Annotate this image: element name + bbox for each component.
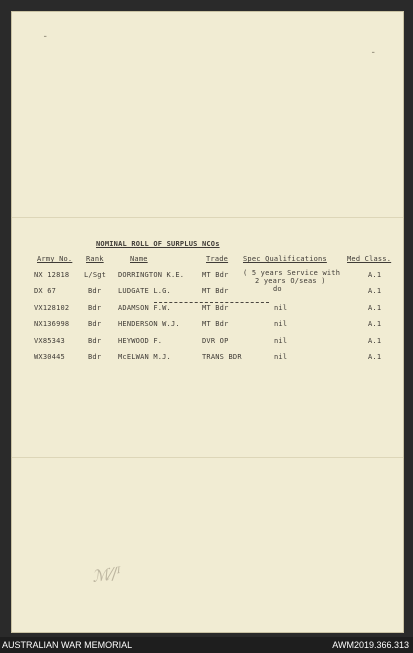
cell-trade: MT Bdr bbox=[202, 304, 229, 312]
cell-name: DORRINGTON K.E. bbox=[118, 271, 185, 279]
cell-army-no: NX136998 bbox=[34, 320, 70, 328]
fold-line bbox=[12, 217, 403, 218]
cell-trade: MT Bdr bbox=[202, 287, 229, 295]
cell-rank: L/Sgt bbox=[84, 271, 107, 279]
cell-name: ADAMSON F.W. bbox=[118, 304, 171, 312]
cell-trade: MT Bdr bbox=[202, 320, 229, 328]
cell-rank: Bdr bbox=[88, 287, 102, 295]
cell-trade: TRANS BDR bbox=[202, 353, 242, 361]
cell-spec: nil bbox=[274, 353, 288, 361]
dashed-separator bbox=[154, 302, 269, 303]
cell-name: McELWAN M.J. bbox=[118, 353, 171, 361]
punch-mark: ╴ bbox=[372, 48, 377, 57]
cell-name: LUDGATE L.G. bbox=[118, 287, 171, 295]
header-spec-qualifications: Spec Qualifications bbox=[243, 255, 327, 263]
cell-med: A.1 bbox=[368, 337, 382, 345]
document-page bbox=[11, 11, 404, 633]
cell-med: A.1 bbox=[368, 271, 382, 279]
cell-med: A.1 bbox=[368, 287, 382, 295]
cell-rank: Bdr bbox=[88, 353, 102, 361]
cell-rank: Bdr bbox=[88, 320, 102, 328]
footer-accession-number: AWM2019.366.313 bbox=[332, 640, 409, 650]
cell-army-no: WX30445 bbox=[34, 353, 65, 361]
header-rank: Rank bbox=[86, 255, 104, 263]
cell-spec: nil bbox=[274, 320, 288, 328]
cell-med: A.1 bbox=[368, 304, 382, 312]
faded-signature: ℳ⁄/ᴵ bbox=[90, 563, 123, 586]
cell-trade: MT Bdr bbox=[202, 271, 229, 279]
cell-army-no: VX128102 bbox=[34, 304, 70, 312]
cell-army-no: VX85343 bbox=[34, 337, 65, 345]
cell-trade: DVR OP bbox=[202, 337, 229, 345]
cell-name: HENDERSON W.J. bbox=[118, 320, 180, 328]
cell-med: A.1 bbox=[368, 320, 382, 328]
header-name: Name bbox=[130, 255, 148, 263]
cell-rank: Bdr bbox=[88, 304, 102, 312]
header-med-class: Med Class. bbox=[347, 255, 392, 263]
document-title: NOMINAL ROLL OF SURPLUS NCOs bbox=[96, 240, 220, 248]
cell-army-no: DX 67 bbox=[34, 287, 57, 295]
cell-spec: do bbox=[273, 285, 282, 293]
cell-name: HEYWOOD F. bbox=[118, 337, 163, 345]
cell-med: A.1 bbox=[368, 353, 382, 361]
cell-spec: ( 5 years Service with bbox=[243, 269, 341, 277]
header-trade: Trade bbox=[206, 255, 229, 263]
footer-institution: AUSTRALIAN WAR MEMORIAL bbox=[2, 640, 133, 650]
cell-spec: nil bbox=[274, 304, 288, 312]
cell-spec-continued: 2 years O/seas ) bbox=[255, 277, 326, 285]
fold-line bbox=[12, 457, 403, 458]
cell-rank: Bdr bbox=[88, 337, 102, 345]
cell-army-no: NX 12818 bbox=[34, 271, 70, 279]
header-army-no: Army No. bbox=[37, 255, 73, 263]
punch-mark: ╴ bbox=[44, 32, 49, 41]
cell-spec: nil bbox=[274, 337, 288, 345]
